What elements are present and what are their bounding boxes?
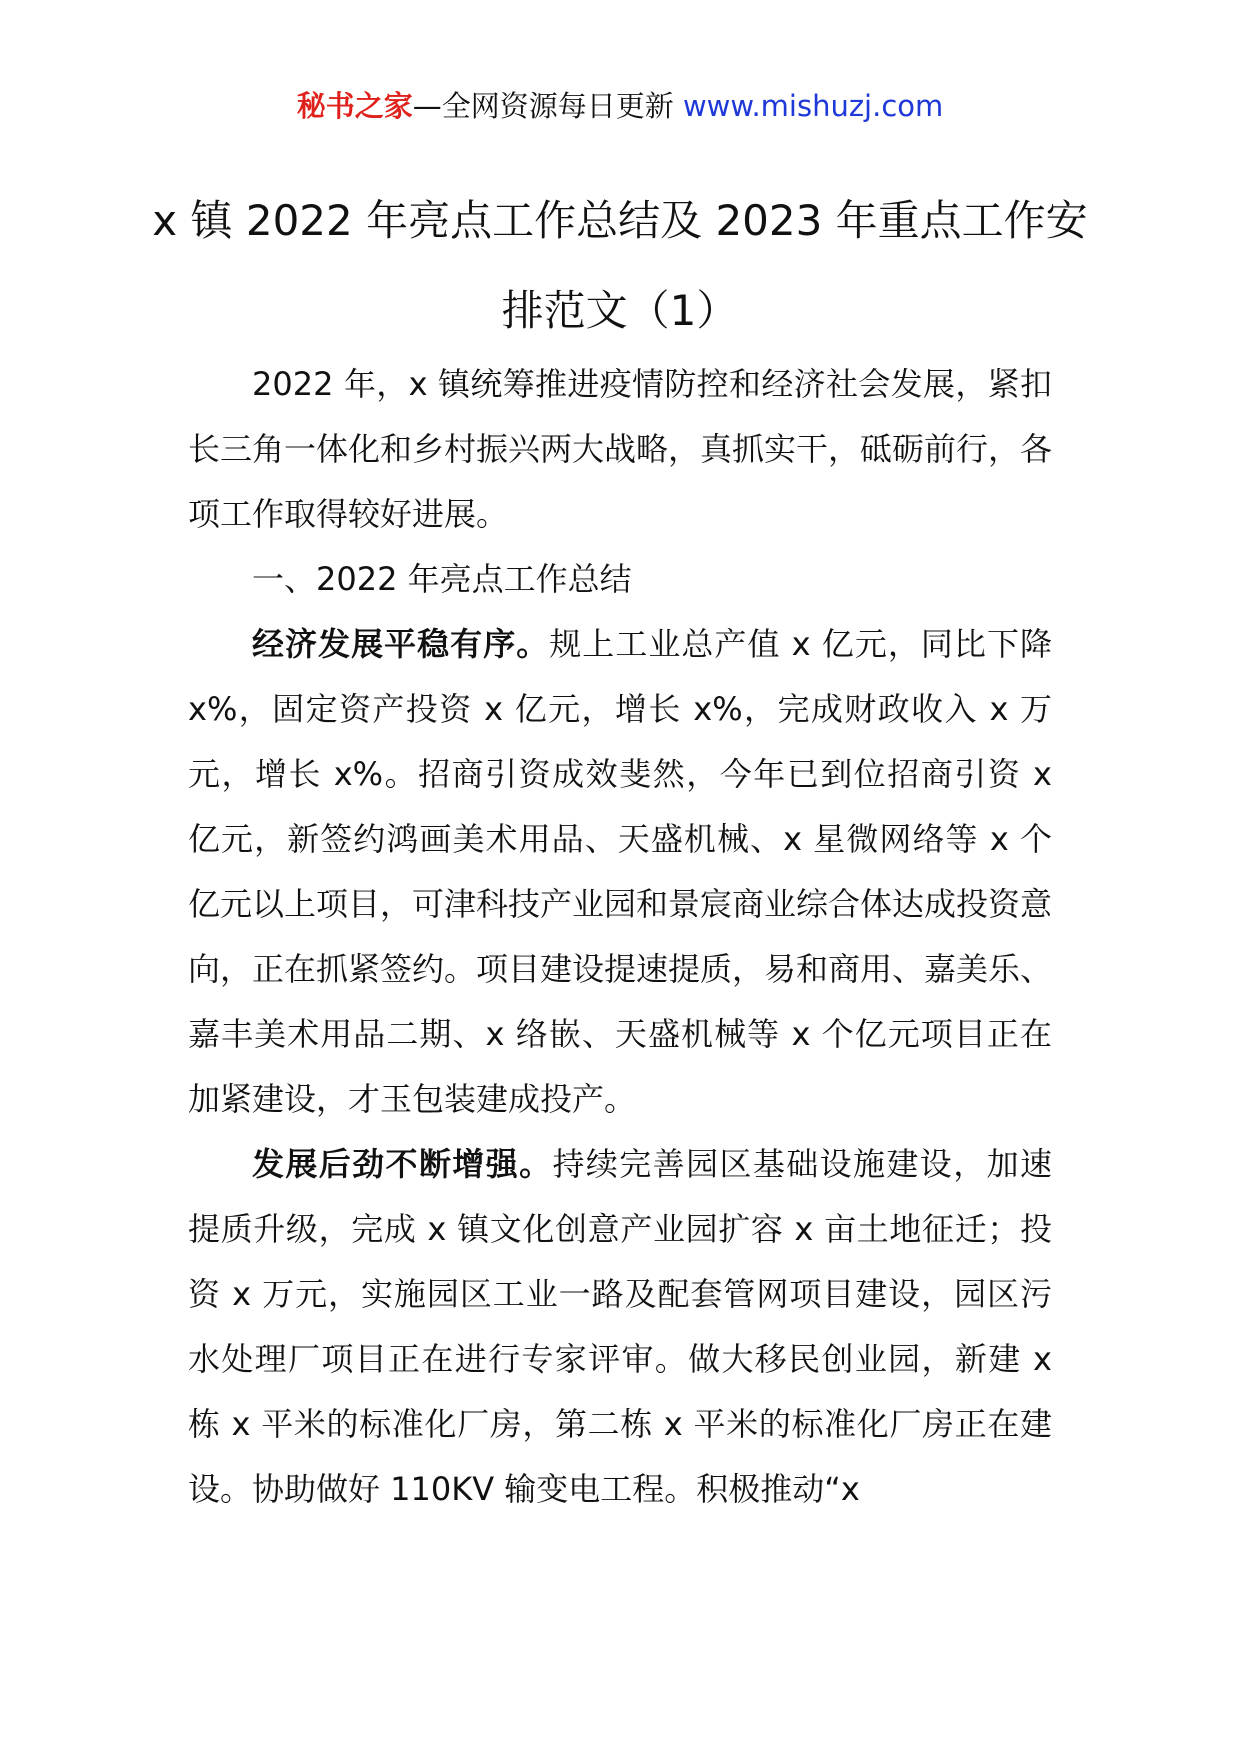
site-url[interactable]: www.mishuzj.com: [682, 89, 944, 123]
paragraph-lead: 发展后劲不断增强。: [252, 1145, 553, 1183]
document-body: [188, 352, 1052, 1522]
paragraph-text: 一、2022 年亮点工作总结: [252, 560, 632, 598]
paragraph-text: 规上工业总产值 x 亿元，同比下降 x%，固定资产投资 x 亿元，增长 x%，完成财政收入 x 万元，增长 x%。招商引资成效斐然，今年已到位招商引资 x 亿元，新签约鸿画美术用品、天盛机械、x 星微网络等 x 个亿元以上项目，可津科技产业园和景宸商业综合体达成投资意向，正在抓紧签约。项目建设提速提质，易和商用、嘉美乐、嘉丰美术用品二期、x 络嵌、天盛机械等 x 个亿元项目正在加紧建设，才玉包装建成投产。: [188, 625, 1053, 1118]
brand-name: 秘书之家: [296, 89, 413, 123]
paragraph-intro: [188, 352, 1052, 547]
paragraph-economy: [188, 612, 1052, 1132]
paragraph-momentum: [188, 1132, 1052, 1522]
paragraph-text: 持续完善园区基础设施建设，加速提质升级，完成 x 镇文化创意产业园扩容 x 亩土地征迁；投资 x 万元，实施园区工业一路及配套管网项目建设，园区污水处理厂项目正在进行专家评审。做大移民创业园，新建 x 栋 x 平米的标准化厂房，第二栋 x 平米的标准化厂房正在建设。协助做好 110KV 输变电工程。积极推动“x: [188, 1145, 1052, 1508]
section-heading: [188, 547, 1052, 612]
site-header: [0, 86, 1240, 126]
document-title: x 镇 2022 年亮点工作总结及 2023 年重点工作安排范文（1）: [152, 196, 1088, 335]
paragraph-text: 2022 年，x 镇统筹推进疫情防控和经济社会发展，紧扣长三角一体化和乡村振兴两大战略，真抓实干，砥砺前行，各项工作取得较好进展。: [188, 365, 1053, 533]
paragraph-lead: 经济发展平稳有序。: [252, 625, 550, 663]
header-tagline: —全网资源每日更新: [412, 89, 683, 123]
